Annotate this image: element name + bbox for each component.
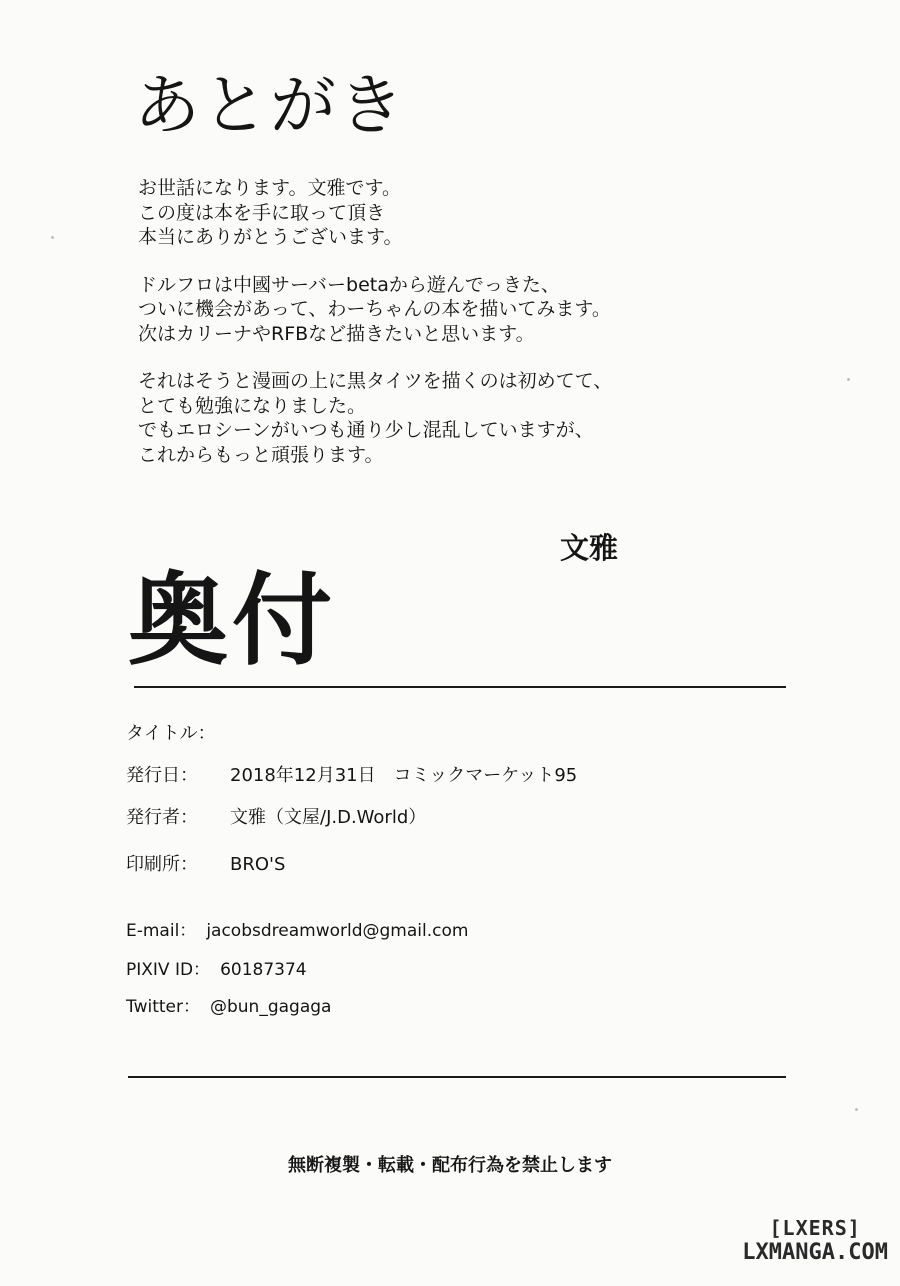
afterword-line: これからもっと頑張ります。 [138, 443, 384, 466]
afterword-line: とても勉強になりました。 [138, 394, 367, 417]
watermark-line: LXMANGA.COM [742, 1240, 888, 1265]
contact-label: E-mail： [126, 921, 197, 941]
colophon-row-publisher [126, 806, 427, 830]
afterword-line: ドルフロは中國サーバーbetaから遊んでっきた、 [138, 273, 560, 296]
afterword-line: 本当にありがとうございます。 [138, 226, 403, 248]
contact-row-twitter [126, 995, 331, 1019]
paper-speck [51, 236, 54, 239]
afterword-body [138, 176, 838, 490]
contact-label: PIXIV ID： [126, 960, 211, 980]
author-signature: 文雅 [560, 531, 619, 565]
colophon-row-title [126, 722, 216, 746]
site-watermark [742, 1216, 888, 1266]
colophon-label: 印刷所： [126, 854, 198, 875]
divider-bottom [128, 1076, 786, 1078]
afterword-line: ついに機会があって、わーちゃんの本を描いてみます。 [138, 298, 611, 320]
afterword-line: この度は本を手に取って頂き [138, 201, 386, 224]
contact-row-email [126, 919, 468, 943]
colophon-label: 発行日： [126, 765, 198, 786]
colophon-value: BRO'S [230, 854, 286, 875]
email-link: jacobsdreamworld@gmail.com [206, 921, 469, 941]
colophon-row-date [126, 764, 578, 788]
colophon-label: 発行者： [126, 807, 198, 828]
colophon-value: 2018年12月31日 コミックマーケット95 [230, 765, 578, 786]
afterword-heading: あとがき [134, 67, 406, 144]
pixiv-id: 60187374 [220, 960, 307, 980]
afterword-paragraph [138, 273, 838, 347]
colophon-value: 文雅（文屋/J.D.World） [230, 807, 427, 828]
contact-row-pixiv [126, 958, 307, 982]
copyright-notice: 無断複製・転載・配布行為を禁止します [288, 1155, 612, 1176]
colophon-heading: 奥付 [128, 562, 336, 679]
colophon-row-printer [126, 853, 286, 877]
paper-speck [855, 1108, 858, 1111]
afterword-paragraph [138, 176, 838, 250]
afterword-line: でもエロシーンがいつも通り少し混乱していますが、 [138, 419, 594, 441]
colophon-label: タイトル： [126, 723, 216, 744]
divider-top [134, 686, 786, 688]
paper-speck [847, 378, 850, 381]
afterword-line: それはそうと漫画の上に黒タイツを描くのは初めてて、 [138, 370, 613, 392]
afterword-paragraph [138, 369, 838, 467]
afterword-line: 次はカリーナやRFBなど描きたいと思います。 [138, 322, 535, 345]
watermark-line: [LXERS] [769, 1216, 861, 1240]
twitter-handle: @bun_gagaga [209, 997, 332, 1017]
afterword-line: お世話になります。文雅です。 [138, 177, 401, 199]
contact-label: Twitter： [126, 997, 200, 1017]
